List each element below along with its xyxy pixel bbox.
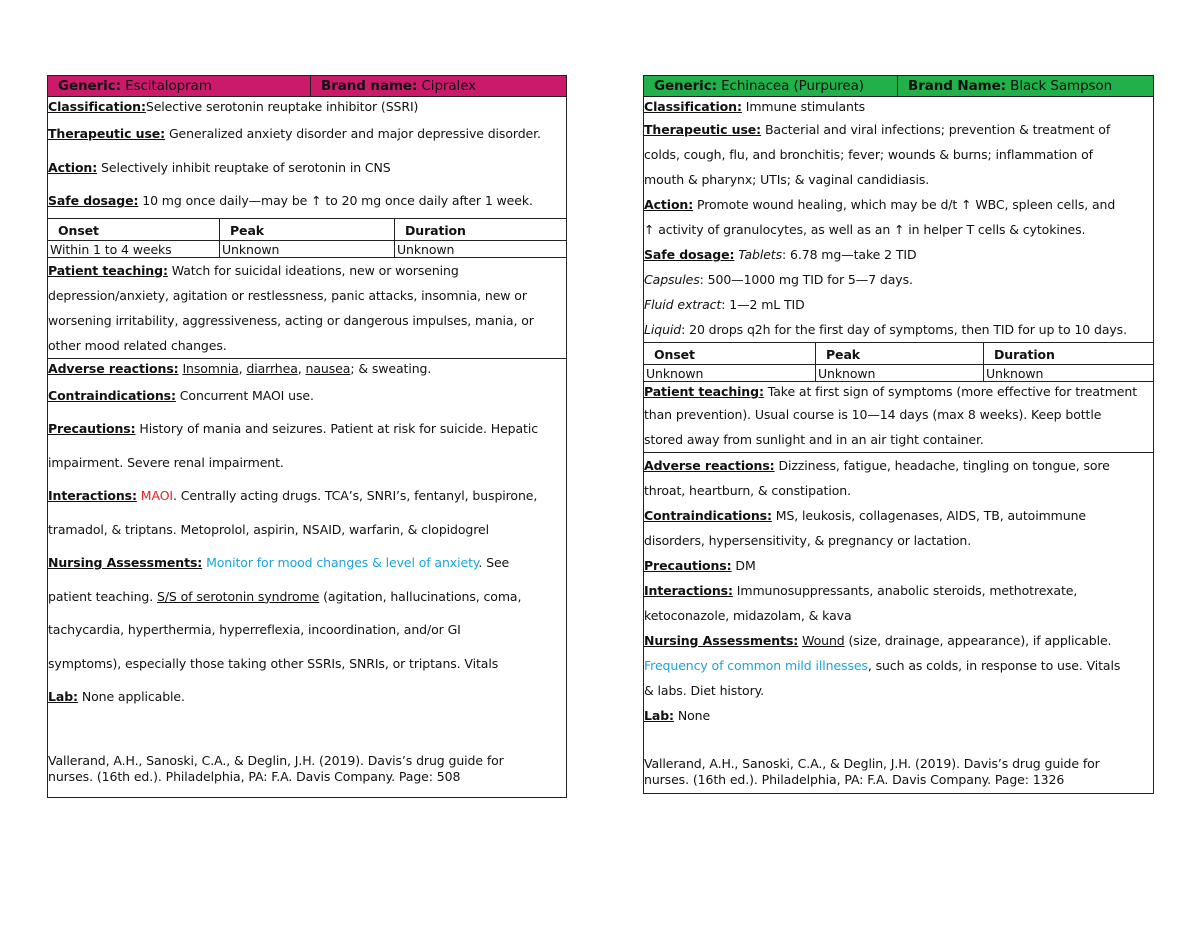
generic-name: Echinacea (Purpurea) [721, 78, 864, 94]
peak-header: Peak [219, 218, 394, 241]
lab: Lab: None [644, 708, 711, 723]
onset-header: Onset [48, 218, 219, 241]
precautions: Precautions: DM [644, 558, 756, 573]
adverse-reactions: Adverse reactions: Insomnia, diarrhea, nausea; & sweating. [48, 360, 432, 376]
action: Action: Promote wound healing, which may be d/t ↑ WBC, spleen cells, and [644, 197, 1116, 212]
onset-value: Within 1 to 4 weeks [48, 241, 219, 258]
classification: Classification:Selective serotonin reuptake inhibitor (SSRI) [48, 99, 419, 114]
precautions: Precautions: History of mania and seizures. Patient at risk for suicide. Hepatic [48, 421, 539, 436]
onset-value: Unknown [644, 365, 815, 382]
therapeutic-use: Therapeutic use: Bacterial and viral infections; prevention & treatment of [644, 122, 1111, 137]
duration-header: Duration [983, 342, 1153, 365]
pharmacokinetics-table [644, 342, 1153, 382]
duration-header: Duration [394, 218, 566, 241]
patient-teaching-section: Patient teaching: Watch for suicidal ideations, new or worsening depression/anxiety, agitation or restlessness, panic attacks, insomnia, new or worsening irritability, aggressiveness, acting or dangerous impulses, mania, or other mood related changes. [48, 258, 566, 359]
peak-header: Peak [815, 342, 983, 365]
escitalopram-drug-card [47, 75, 567, 798]
safe-dosage: Safe dosage: Tablets: 6.78 mg—take 2 TID [644, 247, 917, 262]
action: Action: Selectively inhibit reuptake of serotonin in CNS [48, 159, 391, 175]
adverse-reactions: Adverse reactions: Dizziness, fatigue, headache, tingling on tongue, sore [644, 458, 1110, 473]
generic-cell: Generic: Echinacea (Purpurea) [654, 78, 864, 94]
nursing-assessments: Nursing Assessments: Monitor for mood changes & level of anxiety. See [48, 555, 510, 570]
lab: Lab: None applicable. [48, 689, 185, 704]
nursing-assessments: Nursing Assessments: Wound (size, drainage, appearance), if applicable. [644, 633, 1112, 648]
brand-cell: Brand Name: Black Sampson [897, 76, 1153, 96]
card-header [644, 76, 1153, 97]
duration-value: Unknown [983, 365, 1153, 382]
onset-header: Onset [644, 342, 815, 365]
reference: Vallerand, A.H., Sanoski, C.A., & Deglin, J.H. (2019). Davis’s drug guide for [48, 752, 504, 768]
patient-teaching-section: Patient teaching: Take at first sign of symptoms (more effective for treatment than prevention). Usual course is 10—14 days (max 8 weeks). Keep bottle stored away from sunlight and in an air tight container. [644, 382, 1153, 453]
classification: Classification: Immune stimulants [644, 99, 866, 114]
interactions: Interactions: MAOI. Centrally acting drugs. TCA’s, SNRI’s, fentanyl, buspirone, [48, 488, 538, 503]
brand-cell: Brand name: Cipralex [310, 76, 566, 96]
overview-section: Classification: Immune stimulants Therapeutic use: Bacterial and viral infections; prevention & treatment of colds, cough, flu, and bronchitis; fever; wounds & burns; inflammation of mouth & pharynx; UTIs; & vaginal candidiasis. Action: Promote wound healing, which may be d/t ↑ WBC, spleen cells, and ↑ activity of granulocytes, as well as an ↑ in helper T cells & cytokines. Safe dosage: Tablets: 6.78 mg—take 2 TID Capsules: 500—1000 mg TID for 5—7 days. Fluid extract: 1—2 mL TID Liquid: 20 drops q2h for the first day of symptoms, then TID for up to 10 days. [644, 97, 1153, 342]
brand-name: Black Sampson [1010, 78, 1113, 94]
card-header [48, 76, 566, 97]
safe-dosage: Safe dosage: 10 mg once daily—may be ↑ to 20 mg once daily after 1 week. [48, 193, 533, 208]
generic-cell: Generic: Escitalopram [58, 78, 212, 94]
contraindications: Contraindications: MS, leukosis, collagenases, AIDS, TB, autoimmune [644, 508, 1086, 523]
brand-name: Cipralex [421, 78, 477, 94]
interactions: Interactions: Immunosuppressants, anabolic steroids, methotrexate, [644, 583, 1078, 598]
overview-section [48, 97, 566, 218]
pharmacokinetics-table [48, 218, 566, 258]
contraindications: Contraindications: Concurrent MAOI use. [48, 387, 314, 403]
duration-value: Unknown [394, 241, 566, 258]
peak-value: Unknown [815, 365, 983, 382]
therapeutic-use: Therapeutic use: Generalized anxiety disorder and major depressive disorder. [48, 126, 541, 141]
reference: Vallerand, A.H., Sanoski, C.A., & Deglin, J.H. (2019). Davis’s drug guide for [644, 756, 1100, 771]
echinacea-drug-card [643, 75, 1154, 794]
clinical-section: Adverse reactions: Dizziness, fatigue, headache, tingling on tongue, sore throat, heartburn, & constipation. Contraindications: MS, leukosis, collagenases, AIDS, TB, autoimmune disorders, hypersensitivity, & pregnancy or lactation. Precautions: DM Interactions: Immunosuppressants, anabolic steroids, methotrexate, ketoconazole, midazolam, & kava Nursing Assessments: Wound (size, drainage, appearance), if applicable. Frequency of common mild illnesses, such as colds, in response to use. Vitals & labs. Diet history. Lab: None Vallerand, A.H., Sanoski, C.A., & Deglin, J.H. (2019). Davis’s drug guide for nurses. (16th ed.). Philadelphia, PA: F.A. Davis Company. Page: 1326 [644, 453, 1153, 788]
peak-value: Unknown [219, 241, 394, 258]
generic-name: Escitalopram [125, 78, 212, 94]
clinical-section: Adverse reactions: Insomnia, diarrhea, nausea; & sweating. Contraindications: Concurrent MAOI use. Precautions: History of mania and seizures. Patient at risk for suicide. Hepatic impairment. Severe renal impairment. Interactions: MAOI. Centrally acting drugs. TCA’s, SNRI’s, fentanyl, buspirone, tramadol, & triptans. Metoprolol, aspirin, NSAID, warfarin, & clopidogrel Nursing Assessments: Monitor for mood changes & level of anxiety. See patient teaching. S/S of serotonin syndrome (agitation, hallucinations, coma, tachycardia, hyperthermia, hyperreflexia, incoordination, and/or GI symptoms), especially those taking other SSRIs, SNRIs, or triptans. Vitals Lab: None applicable. Vallerand, A.H., Sanoski, C.A., & Deglin, J.H. (2019). Davis’s drug guide for nurses. (16th ed.). Philadelphia, PA: F.A. Davis Company. Page: 508 [48, 359, 566, 785]
